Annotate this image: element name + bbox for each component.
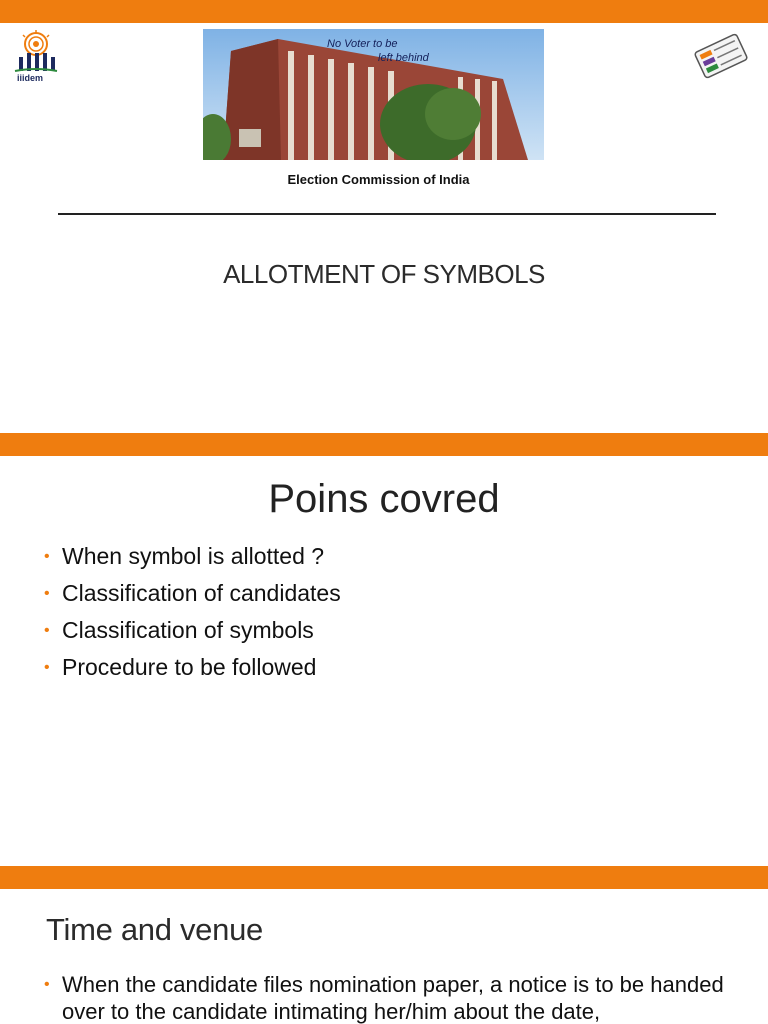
bullet-dot-icon: • [44, 585, 50, 602]
bullet-text: Classification of symbols [62, 617, 314, 643]
bullet-dot-icon: • [44, 622, 50, 639]
slide-title [0, 0, 768, 433]
bullet-item [44, 575, 341, 612]
bullet-dot-icon: • [44, 976, 50, 993]
tagline-line1: No Voter to be [327, 38, 398, 50]
tagline-line2: left behind [378, 52, 429, 64]
bullet-list [44, 538, 341, 686]
bullet-paragraph [44, 971, 742, 1024]
slide-header-bar [0, 866, 768, 889]
evm-ballot-icon [690, 30, 752, 82]
slide-heading: Time and venue [46, 912, 263, 947]
evm-logo [690, 30, 752, 82]
slide-points-covered [0, 433, 768, 866]
bullet-item [44, 649, 341, 686]
slide-title-text: ALLOTMENT OF SYMBOLS [223, 259, 545, 289]
paragraph-text: When the candidate files nomination paper, a notice is to be handed over to the candidate intimating her/him about the date, [62, 972, 724, 1024]
eci-building-photo [203, 29, 544, 160]
iiidem-logo-text: iiidem [17, 73, 44, 83]
bullet-item [44, 612, 341, 649]
slide-time-venue [0, 866, 768, 1024]
divider-line [58, 213, 716, 215]
bullet-item [44, 538, 341, 575]
bullet-dot-icon: • [44, 659, 50, 676]
slide-header-bar [0, 433, 768, 456]
bullet-text: Classification of candidates [62, 580, 341, 606]
bullet-text: When symbol is allotted ? [62, 543, 325, 569]
slide-header-bar [0, 0, 768, 23]
organization-name: Election Commission of India [287, 172, 470, 187]
slide-heading: Poins covred [268, 477, 500, 521]
bullet-text: Procedure to be followed [62, 654, 317, 680]
bullet-dot-icon: • [44, 548, 50, 565]
iiidem-logo [11, 29, 61, 85]
iiidem-emblem-icon [11, 29, 61, 73]
